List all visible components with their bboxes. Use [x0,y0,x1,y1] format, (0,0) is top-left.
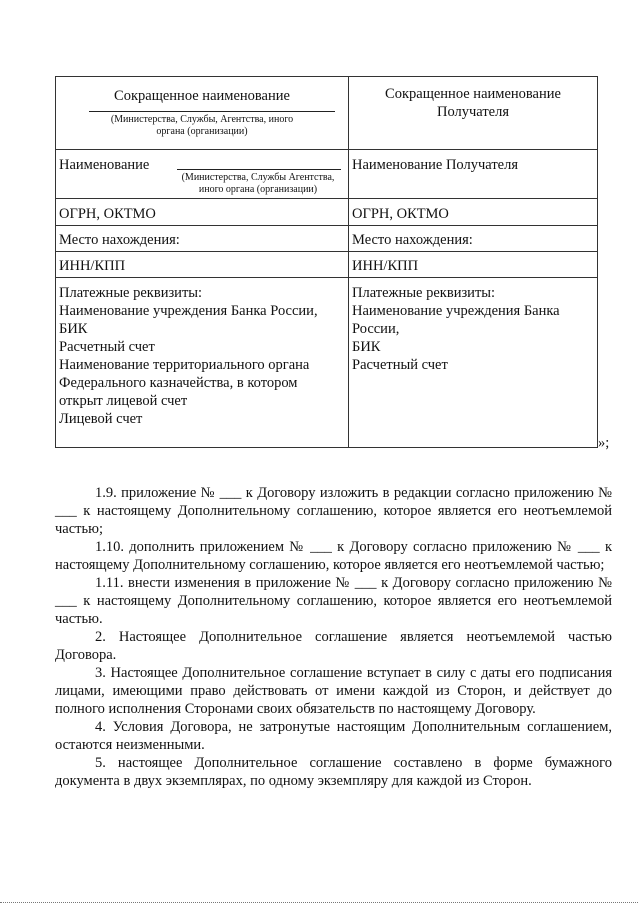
location-right-cell [349,226,598,252]
name-right-label: Наименование Получателя [352,157,519,173]
name-right-cell [349,150,598,199]
paragraph-3: 3. Настоящее Дополнительное соглашение вступает в силу с даты его подписания лицами, имеющими право действовать от имени каждой из Сторон, и действует до полного исполнения Сторонами своих обязательств по настоящему Договору. [55,665,612,717]
payment-right-line: Наименование учреждения Банка [352,303,560,319]
name-underline [177,169,341,170]
payment-right-line: Расчетный счет [352,357,448,373]
table-row [56,278,598,448]
header-right-title: Сокращенное наименование Получателя [385,86,561,120]
payment-right-line: России, [352,321,400,337]
header-left-title: Сокращенное наименование [114,88,290,104]
bottom-divider [0,902,638,903]
table-row [56,150,598,199]
payment-left-line: открыт лицевой счет [59,393,188,409]
payment-left-line: Платежные реквизиты: [59,285,203,301]
inn-left-cell [56,252,349,278]
header-left-note: (Министерства, Службы, Агентства, иного органа (организации) [110,114,294,137]
document-body [55,484,612,790]
paragraph-5: 5. настоящее Дополнительное соглашение составлено в форме бумажного документа в двух экземплярах, по одному экземпляру для каждой из Сторон. [55,755,612,789]
payment-right-line: БИК [352,339,381,355]
header-right-cell [349,77,598,150]
paragraph-1-11: 1.11. внести изменения в приложение № ___ к Договору согласно приложению № ___ к настоящему Дополнительному соглашению, которое является его неотъемлемой частью. [55,575,612,627]
payment-left-line: Наименование территориального органа [59,357,310,373]
ogrn-left-cell [56,199,349,226]
table-row [56,199,598,226]
name-left-cell [56,150,349,199]
paragraph-2: 2. Настоящее Дополнительное соглашение является неотъемлемой частью Договора. [55,629,612,663]
header-left-cell [56,77,349,150]
payment-left-line: Лицевой счет [59,411,143,427]
ogrn-right-cell [349,199,598,226]
inn-right-label: ИНН/КПП [352,258,419,274]
payment-left-cell [56,278,349,448]
table-row [56,252,598,278]
closing-quote: »; [598,435,610,451]
location-left-label: Место нахождения: [59,232,180,248]
name-left-note: (Министерства, Службы Агентства, иного органа (организации) [181,172,335,195]
ogrn-left-label: ОГРН, ОКТМО [59,206,156,222]
table-row [56,77,598,150]
inn-right-cell [349,252,598,278]
name-left-label: Наименование [59,157,150,173]
payment-left-line: Наименование учреждения Банка России, [59,303,318,319]
table-row [56,226,598,252]
paragraph-1-9: 1.9. приложение № ___ к Договору изложить в редакции согласно приложению № ___ к настоящему Дополнительному соглашению, которое является его неотъемлемой частью; [55,485,612,537]
payment-left-line: Федерального казначейства, в котором [59,375,298,391]
paragraph-1-10: 1.10. дополнить приложением № ___ к Договору согласно приложению № ___ к настоящему Дополнительному соглашению, которое является его неотъемлемой частью; [55,539,612,573]
requisites-table [55,76,598,448]
inn-left-label: ИНН/КПП [59,258,126,274]
location-left-cell [56,226,349,252]
ogrn-right-label: ОГРН, ОКТМО [352,206,449,222]
paragraph-4: 4. Условия Договора, не затронутые настоящим Дополнительным соглашением, остаются неизменными. [55,719,612,753]
payment-left-line: БИК [59,321,88,337]
payment-right-cell [349,278,598,448]
payment-left-line: Расчетный счет [59,339,155,355]
location-right-label: Место нахождения: [352,232,473,248]
payment-right-line: Платежные реквизиты: [352,285,496,301]
